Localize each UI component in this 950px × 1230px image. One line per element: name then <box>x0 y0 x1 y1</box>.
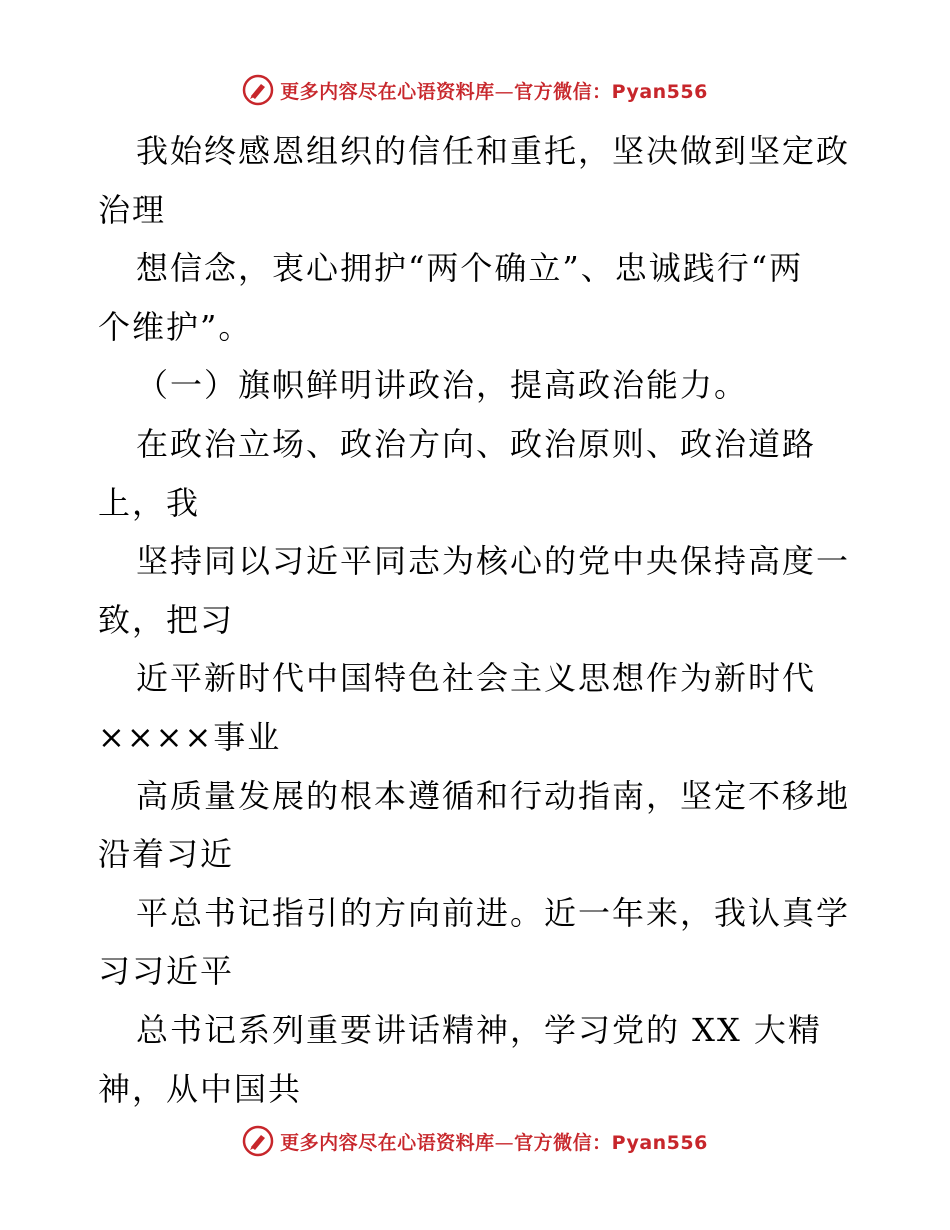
paragraph-line: 沿着习近 <box>98 835 235 874</box>
paragraph-line: 我始终感恩组织的信任和重托，坚决做到坚定政 <box>136 132 851 170</box>
section-heading: （一）旗帜鲜明讲政治，提高政治能力。 <box>136 366 749 405</box>
paragraph-line: ××××事业 <box>98 717 282 756</box>
paragraph-line: 习习近平 <box>98 952 235 991</box>
paragraph-line: 坚持同以习近平同志为核心的党中央保持高度一 <box>136 542 851 581</box>
paragraph-line: 致，把习 <box>98 600 235 639</box>
paragraph-line: 平总书记指引的方向前进。近一年来，我认真学 <box>136 893 851 932</box>
paragraph-line: 近平新时代中国特色社会主义思想作为新时代 <box>136 659 817 698</box>
paragraph-line: 高质量发展的根本遵循和行动指南，坚定不移地 <box>136 776 851 815</box>
watermark-text: 更多内容尽在心语资料库—官方微信：Pyan556 <box>280 80 708 103</box>
document-body <box>98 122 868 1118</box>
paragraph-line: 在政治立场、政治方向、政治原则、政治道路 <box>136 424 817 463</box>
paragraph-line: 想信念，衷心拥护“两个确立”、忠诚践行“两 <box>136 249 804 288</box>
pen-nib-icon <box>242 74 274 106</box>
pen-nib-icon <box>242 1125 274 1157</box>
header-watermark-banner <box>0 70 950 110</box>
paragraph-line: 治理 <box>98 190 167 229</box>
paragraph-line: 上，我 <box>98 483 201 522</box>
paragraph-line: 神，从中国共 <box>98 1069 303 1108</box>
paragraph-line: 个维护”。 <box>98 307 253 346</box>
watermark-text: 更多内容尽在心语资料库—官方微信：Pyan556 <box>280 1131 708 1154</box>
footer-watermark-banner <box>0 1121 950 1161</box>
paragraph-line: 总书记系列重要讲话精神，学习党的 XX 大精 <box>136 1010 822 1049</box>
